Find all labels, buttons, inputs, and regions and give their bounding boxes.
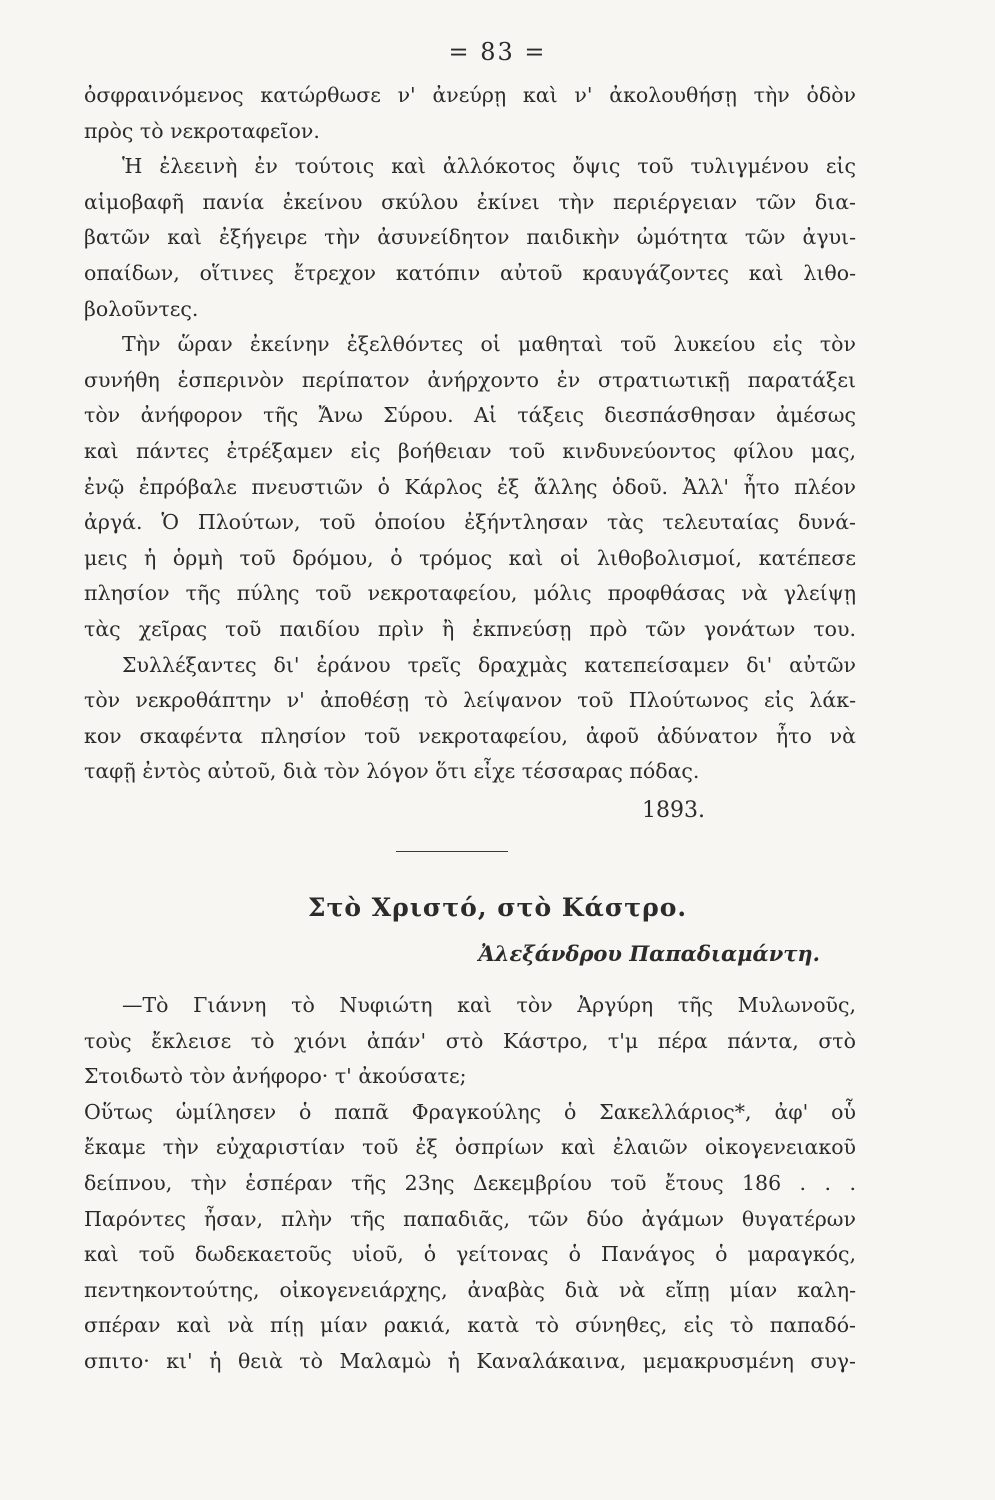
text-line: βολοῦντες. (84, 296, 199, 321)
text-line: τὰς χεῖρας τοῦ παιδίου πρὶν ἢ ἐκπνεύσῃ πρὸ τῶν γονάτων του. (84, 616, 856, 641)
text-line: καὶ πάντες ἐτρέξαμεν εἰς βοήθειαν τοῦ κινδυνεύοντος φίλου μας, (84, 438, 856, 463)
text-line: πεντηκοντούτης, οἰκογενειάρχης, ἀναβὰς διὰ νὰ εἴπῃ μίαν καλη- (84, 1277, 856, 1302)
text-line: Οὕτως ὡμίλησεν ὁ παπᾶ Φραγκούλης ὁ Σακελλάριος*, ἀφ' οὗ (84, 1099, 856, 1124)
text-line: τοὺς ἔκλεισε τὸ χιόνι ἀπάν' στὸ Κάστρο, τ'μ πέρα πάντα, στὸ (84, 1028, 856, 1053)
text-line: καὶ τοῦ δωδεκαετοῦς υἱοῦ, ὁ γείτονας ὁ Πανάγος ὁ μαραγκός, (84, 1242, 856, 1267)
text-line: πρὸς τὸ νεκροταφεῖον. (84, 118, 320, 143)
section-divider (396, 851, 508, 852)
text-line: βατῶν καὶ ἐξήγειρε τὴν ἀσυνείδητον παιδικὴν ὠμότητα τῶν ἀγυι- (84, 225, 856, 250)
text-line: Παρόντες ἦσαν, πλὴν τῆς παπαδιᾶς, τῶν δύο ἀγάμων θυγατέρων (84, 1206, 856, 1231)
text-line: συνήθη ἑσπερινὸν περίπατον ἀνήρχοντο ἐν στρατιωτικῇ παρατάξει (84, 367, 856, 392)
text-line: ὀσφραινόμενος κατώρθωσε ν' ἀνεύρῃ καὶ ν' ἀκολουθήσῃ τὴν ὁδὸν (84, 83, 856, 107)
text-line: Ἡ ἐλεεινὴ ἐν τούτοις καὶ ἀλλόκοτος ὄψις τοῦ τυλιγμένου εἰς (122, 154, 856, 179)
text-line: σπέραν καὶ νὰ πίῃ μίαν ρακιά, κατὰ τὸ σύνηθες, εἰς τὸ παπαδό- (84, 1313, 856, 1338)
text-line: οπαίδων, οἵτινες ἔτρεχον κατόπιν αὐτοῦ κραυγάζοντες καὶ λιθο- (84, 260, 856, 285)
text-line: αἱμοβαφῆ πανία ἐκείνου σκύλου ἐκίνει τὴν περιέργειαν τῶν δια- (84, 189, 856, 214)
text-line: ἔκαμε τὴν εὐχαριστίαν τοῦ ἐξ ὀσπρίων καὶ ἐλαιῶν οἰκογενειακοῦ (84, 1135, 856, 1160)
story-author: Ἀλεξάνδρου Παπαδιαμάντη. (478, 941, 820, 966)
text-line: —Τὸ Γιάννη τὸ Νυφιώτη καὶ τὸν Ἀργύρη τῆς Μυλωνοῦς, (122, 993, 856, 1017)
text-line: μεις ἡ ὁρμὴ τοῦ δρόμου, ὁ τρόμος καὶ οἱ λιθοβολισμοί, κατέπεσε (84, 545, 856, 570)
text-line: ἐνῷ ἐπρόβαλε πνευστιῶν ὁ Κάρλος ἐξ ἄλλης ὁδοῦ. Ἀλλ' ἦτο πλέον (84, 474, 856, 499)
text-line: Στοιδωτὸ τὸν ἀνήφορο· τ' ἀκούσατε; (84, 1064, 467, 1089)
text-line: τὸν ἀνήφορον τῆς Ἄνω Σύρου. Αἱ τάξεις διεσπάσθησαν ἀμέσως (84, 403, 856, 428)
text-line: κον σκαφέντα πλησίον τοῦ νεκροταφείου, ἀφοῦ ἀδύνατον ἦτο νὰ (84, 723, 856, 748)
text-line: ταφῇ ἐντὸς αὐτοῦ, διὰ τὸν λόγον ὅτι εἶχε τέσσαρας πόδας. (84, 759, 700, 784)
year-date: 1893. (642, 798, 705, 823)
text-line: τὸν νεκροθάπτην ν' ἀποθέσῃ τὸ λείψανον τοῦ Πλούτωνος εἰς λάκ- (84, 688, 856, 713)
story-title: Στὸ Χριστό, στὸ Κάστρο. (307, 893, 688, 922)
section-one-text (84, 78, 856, 790)
text-line: πλησίον τῆς πύλης τοῦ νεκροταφείου, μόλις προφθάσας νὰ γλείψῃ (84, 581, 856, 606)
section-two-text (84, 988, 856, 1380)
text-line: Τὴν ὥραν ἐκείνην ἐξελθόντες οἱ μαθηταὶ τοῦ λυκείου εἰς τὸν (122, 332, 856, 357)
text-line: Συλλέξαντες δι' ἐράνου τρεῖς δραχμὰς κατεπείσαμεν δι' αὐτῶν (122, 652, 856, 677)
text-line: δείπνου, τὴν ἑσπέραν τῆς 23ης Δεκεμβρίου τοῦ ἔτους 186 . . . (84, 1170, 856, 1195)
text-line: ἀργά. Ὁ Πλούτων, τοῦ ὁποίου ἐξήντλησαν τὰς τελευταίας δυνά- (84, 510, 856, 535)
page-number: = 83 = (448, 38, 547, 66)
text-line: σπιτο· κι' ἡ θειὰ τὸ Μαλαμὼ ἡ Καναλάκαινα, μεμακρυσμένη συγ- (84, 1348, 856, 1373)
